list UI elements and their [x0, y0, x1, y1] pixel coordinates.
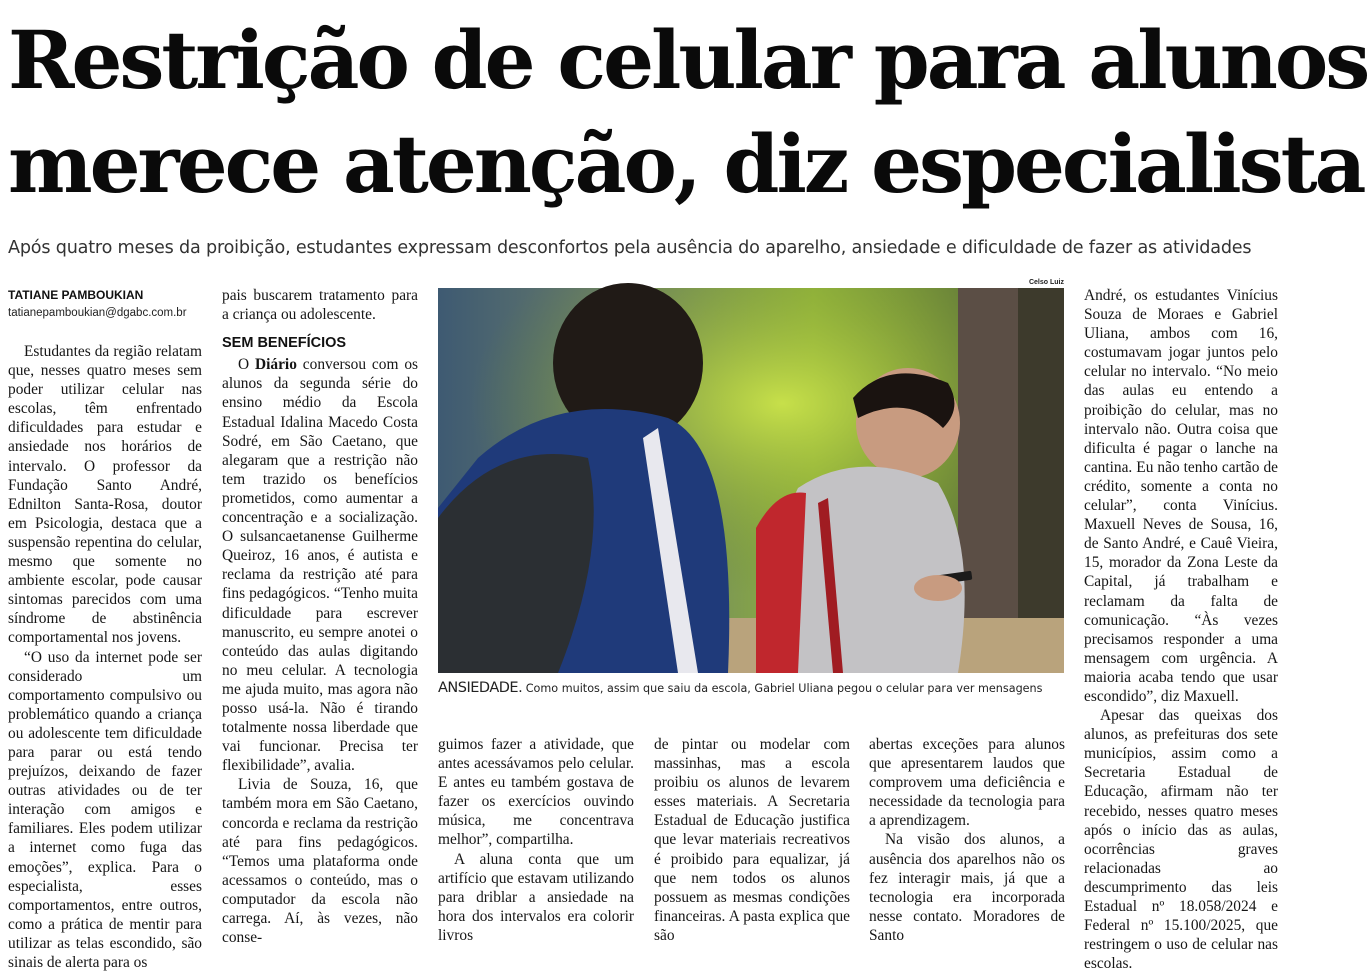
paragraph: Apesar das queixas dos alunos, as prefeituras dos sete municípios, assim como a Secretaria Estadual de Educação, afirmam não ter recebido, nesses quatro meses após o início das as aulas, ocorrências graves relacionadas ao descumprimento das leis Estadual nº 18.058/2024 e Federal nº 15.100/2025, que restringem o uso de celular nas escolas. — [1084, 707, 1278, 973]
body-column-3 — [438, 735, 634, 944]
newspaper-name: Diário — [255, 356, 297, 374]
paragraph: A aluna conta que um artifício que estavam utilizando para driblar a ansiedade na hora dos intervalos era colorir livros — [438, 850, 634, 944]
headline — [8, 8, 1367, 216]
body-column-1 — [8, 342, 202, 971]
body-column-2 — [222, 286, 419, 947]
paragraph: Estudantes da região relatam que, nesses quatro meses sem poder utilizar celular nas escolas, têm enfrentado dificuldades para estudar e ansiedade nos horários de intervalo. O professor da Fundação Santo André, Ednilton Santa-Rosa, doutor em Psicologia, destaca que a suspensão repentina do celular, mesmo que somente no ambiente escolar, pode causar sintomas parecidos com uma síndrome de abstinência comportamental nos jovens. — [8, 343, 202, 647]
article-photo — [438, 288, 1064, 673]
paragraph: Livia de Souza, 16, que também mora em São Caetano, concorda e reclama da restrição até para fins pedagógicos. “Temos uma plataforma onde acessamos o conteúdo, mas o computador da escola não carrega. Aí, às vezes, não conse- — [222, 776, 418, 947]
byline-email[interactable]: tatianepamboukian@dgabc.com.br — [8, 307, 187, 319]
caption-text: Como muitos, assim que saiu da escola, Gabriel Uliana pegou o celular para ver mensagens — [525, 682, 1043, 695]
paragraph: guimos fazer a atividade, que antes acessávamos pelo celular. E antes eu também gostava de fazer os exercícios ouvindo música, me concentrava melhor”, compartilha. — [438, 736, 634, 849]
paragraph: André, os estudantes Vinícius Souza de Moraes e Gabriel Uliana, ambos com 16, costumavam jogar juntos pelo celular no intervalo. “No meio das aulas eu entendo a proibição do celular, mas no intervalo não. Outra coisa que dificulta é pagar o lanche na cantina. Eu não tenho cartão de crédito, somente a conta no celular”, conta Vinícius. Maxuell Neves de Sousa, 16, de Santo André, e Cauê Vieira, 15, morador da Zona Leste da Capital, já trabalham e reclamam da falta de comunicação. “Às vezes precisamos responder a uma mensagem com urgência. A maioria acaba tendo que usar escondido”, diz Maxuell. — [1084, 287, 1278, 705]
paragraph: pais buscarem tratamento para a criança ou adolescente. — [222, 287, 418, 324]
photo-caption — [438, 680, 1068, 696]
body-column-6 — [1084, 286, 1278, 973]
paragraph: Na visão dos alunos, a ausência dos aparelhos não os fez interagir mais, já que a tecnologia era incorporada nesse contato. Moradores de Santo — [869, 831, 1065, 944]
subheadline: Após quatro meses da proibição, estudantes expressam desconfortos pela ausência do aparelho, ansiedade e dificuldade de fazer as atividades — [8, 238, 1252, 258]
photo-credit: Celso Luiz — [1028, 279, 1064, 286]
paragraph: abertas exceções para alunos que apresentarem laudos que comprovem uma deficiência e necessidade da tecnologia para a aprendizagem. — [869, 736, 1065, 830]
paragraph: “O uso da internet pode ser considerado um comportamento compulsivo ou problemático quando a criança ou adolescente tem dificuldade para parar ou está tendo prejuízos, deixando de fazer outras atividades ou de ter interação com amigos e familiares. Eles podem utilizar a internet como fuga das emoções”, explica. Para o especialista, esses comportamentos, entre outros, como a prática de mentir para utilizar as telas escondido, são sinais de alerta para os — [8, 648, 202, 971]
section-heading: SEM BENEFÍCIOS — [222, 335, 347, 352]
headline-line-2: merece atenção, diz especialista — [8, 117, 1364, 211]
caption-tag: ANSIEDADE. — [438, 680, 523, 696]
body-column-5 — [869, 735, 1065, 944]
headline-line-1: Restrição de celular para alunos — [8, 13, 1367, 107]
byline-name: TATIANE PAMBOUKIAN — [8, 288, 144, 302]
body-column-4 — [654, 735, 850, 944]
paragraph: de pintar ou modelar com massinhas, mas a escola proibiu os alunos de levarem esses materiais. A Secretaria Estadual de Educação justifica que levar materiais recreativos é proibido para equalizar, já que nem todos os alunos possuem as mesmas condições financeiras. A pasta explica que são — [654, 736, 850, 944]
paragraph: O Diário conversou com os alunos da segunda série do ensino médio da Escola Estadual Idalina Macedo Costa Sodré, em São Caetano, que alegaram que a restrição não tem trazido os benefícios prometidos, como aumentar a concentração e a socialização. O sulsancaetanense Guilherme Queiroz, 16 anos, é autista e reclama da restrição até para fins pedagógicos. “Tenho muita dificuldade para escrever manuscrito, eu sempre anotei o conteúdo das aulas digitando no meu celular. A tecnologia me ajuda muito, mas agora não posso usá-la. Não é tirando totalmente nossa liberdade que vai funcionar. Precisa ter flexibilidade”, avalia. — [222, 356, 419, 775]
